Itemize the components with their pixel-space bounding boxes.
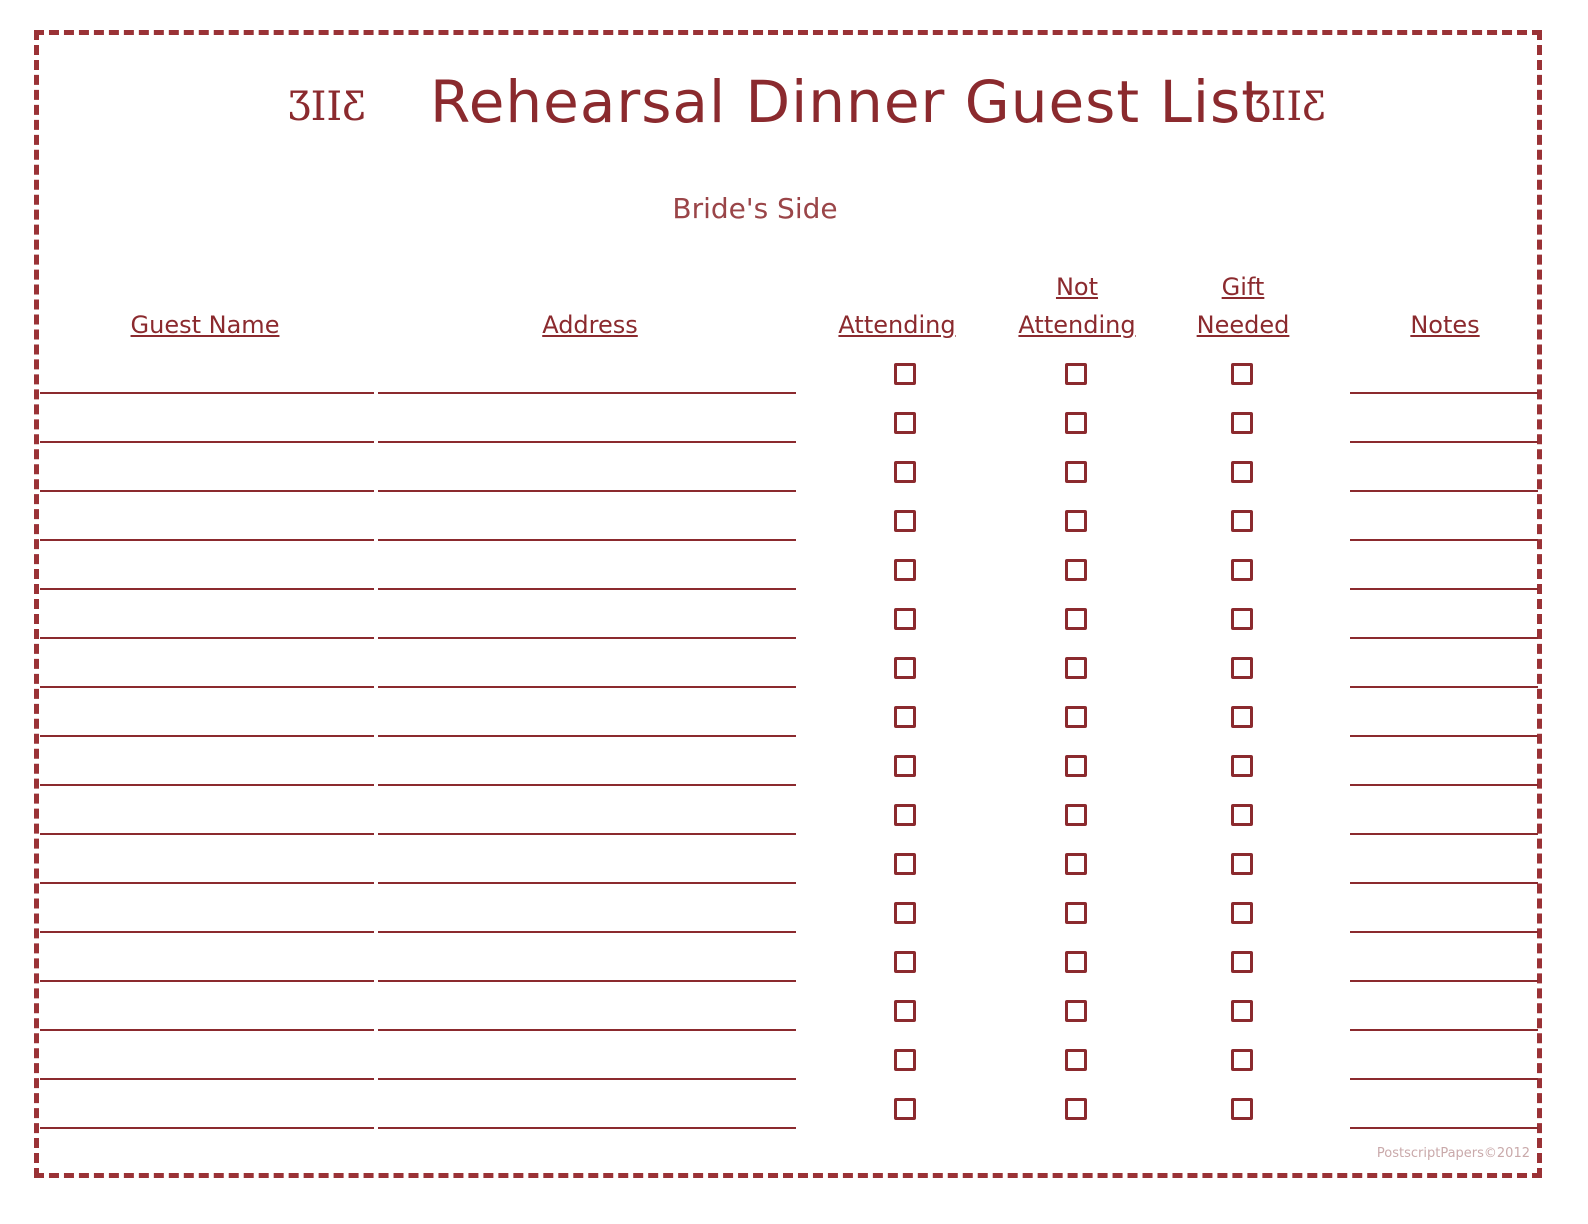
page-subtitle: Bride's Side <box>672 192 838 225</box>
attending-checkbox[interactable] <box>894 461 916 483</box>
address-line[interactable] <box>378 784 796 786</box>
column-header-line2: Attending <box>1018 311 1136 339</box>
attending-checkbox[interactable] <box>894 657 916 679</box>
guest-name-line[interactable] <box>40 392 374 394</box>
address-line[interactable] <box>378 490 796 492</box>
notes-line[interactable] <box>1350 784 1538 786</box>
address-line[interactable] <box>378 833 796 835</box>
column-header-notes <box>1370 268 1520 344</box>
gift-needed-checkbox[interactable] <box>1231 1098 1253 1120</box>
address-line[interactable] <box>378 637 796 639</box>
not-attending-checkbox[interactable] <box>1065 363 1087 385</box>
scroll-flourish-icon: ƷIIƸ <box>1248 84 1325 130</box>
attending-checkbox[interactable] <box>894 1098 916 1120</box>
not-attending-checkbox[interactable] <box>1065 412 1087 434</box>
gift-needed-checkbox[interactable] <box>1231 510 1253 532</box>
not-attending-checkbox[interactable] <box>1065 608 1087 630</box>
not-attending-checkbox[interactable] <box>1065 951 1087 973</box>
attending-checkbox[interactable] <box>894 902 916 924</box>
column-header-attending <box>820 268 974 344</box>
notes-line[interactable] <box>1350 588 1538 590</box>
gift-needed-checkbox[interactable] <box>1231 559 1253 581</box>
copyright-footer: PostscriptPapers©2012 <box>1376 1146 1530 1161</box>
scroll-flourish-icon: ƷIIƸ <box>288 84 365 130</box>
guest-name-line[interactable] <box>40 1127 374 1129</box>
attending-checkbox[interactable] <box>894 804 916 826</box>
notes-line[interactable] <box>1350 686 1538 688</box>
address-line[interactable] <box>378 1127 796 1129</box>
column-header-line2: Needed <box>1196 311 1290 339</box>
not-attending-checkbox[interactable] <box>1065 902 1087 924</box>
guest-name-line[interactable] <box>40 686 374 688</box>
not-attending-checkbox[interactable] <box>1065 657 1087 679</box>
not-attending-checkbox[interactable] <box>1065 1098 1087 1120</box>
gift-needed-checkbox[interactable] <box>1231 608 1253 630</box>
notes-line[interactable] <box>1350 980 1538 982</box>
attending-checkbox[interactable] <box>894 1000 916 1022</box>
not-attending-checkbox[interactable] <box>1065 853 1087 875</box>
not-attending-checkbox[interactable] <box>1065 461 1087 483</box>
gift-needed-checkbox[interactable] <box>1231 951 1253 973</box>
not-attending-checkbox[interactable] <box>1065 1000 1087 1022</box>
gift-needed-checkbox[interactable] <box>1231 853 1253 875</box>
gift-needed-checkbox[interactable] <box>1231 1049 1253 1071</box>
guest-name-line[interactable] <box>40 441 374 443</box>
guest-name-line[interactable] <box>40 833 374 835</box>
gift-needed-checkbox[interactable] <box>1231 363 1253 385</box>
attending-checkbox[interactable] <box>894 559 916 581</box>
guest-name-line[interactable] <box>40 588 374 590</box>
notes-line[interactable] <box>1350 392 1538 394</box>
address-line[interactable] <box>378 980 796 982</box>
attending-checkbox[interactable] <box>894 853 916 875</box>
attending-checkbox[interactable] <box>894 608 916 630</box>
attending-checkbox[interactable] <box>894 412 916 434</box>
column-header-line2: Address <box>542 311 638 339</box>
address-line[interactable] <box>378 392 796 394</box>
gift-needed-checkbox[interactable] <box>1231 461 1253 483</box>
gift-needed-checkbox[interactable] <box>1231 902 1253 924</box>
not-attending-checkbox[interactable] <box>1065 559 1087 581</box>
address-line[interactable] <box>378 882 796 884</box>
notes-line[interactable] <box>1350 1078 1538 1080</box>
guest-name-line[interactable] <box>40 980 374 982</box>
not-attending-checkbox[interactable] <box>1065 1049 1087 1071</box>
attending-checkbox[interactable] <box>894 951 916 973</box>
address-line[interactable] <box>378 931 796 933</box>
gift-needed-checkbox[interactable] <box>1231 755 1253 777</box>
attending-checkbox[interactable] <box>894 706 916 728</box>
attending-checkbox[interactable] <box>894 363 916 385</box>
guest-name-line[interactable] <box>40 931 374 933</box>
column-header-not-attending <box>1000 268 1154 344</box>
column-header-guest-name <box>90 268 320 344</box>
notes-line[interactable] <box>1350 539 1538 541</box>
column-header-line2: Notes <box>1410 311 1480 339</box>
guest-name-line[interactable] <box>40 1029 374 1031</box>
notes-line[interactable] <box>1350 637 1538 639</box>
address-line[interactable] <box>378 1078 796 1080</box>
gift-needed-checkbox[interactable] <box>1231 804 1253 826</box>
attending-checkbox[interactable] <box>894 1049 916 1071</box>
address-line[interactable] <box>378 735 796 737</box>
guest-name-line[interactable] <box>40 539 374 541</box>
address-line[interactable] <box>378 539 796 541</box>
attending-checkbox[interactable] <box>894 755 916 777</box>
not-attending-checkbox[interactable] <box>1065 510 1087 532</box>
guest-name-line[interactable] <box>40 637 374 639</box>
notes-line[interactable] <box>1350 735 1538 737</box>
address-line[interactable] <box>378 1029 796 1031</box>
notes-line[interactable] <box>1350 882 1538 884</box>
address-line[interactable] <box>378 686 796 688</box>
guest-name-line[interactable] <box>40 882 374 884</box>
column-header-line2: Guest Name <box>130 311 280 339</box>
not-attending-checkbox[interactable] <box>1065 804 1087 826</box>
guest-name-line[interactable] <box>40 735 374 737</box>
column-header-line2: Attending <box>838 311 956 339</box>
not-attending-checkbox[interactable] <box>1065 706 1087 728</box>
guest-name-line[interactable] <box>40 1078 374 1080</box>
notes-line[interactable] <box>1350 833 1538 835</box>
notes-line[interactable] <box>1350 1029 1538 1031</box>
attending-checkbox[interactable] <box>894 510 916 532</box>
notes-line[interactable] <box>1350 931 1538 933</box>
title-row <box>0 68 1588 148</box>
page-title: Rehearsal Dinner Guest List <box>430 68 1265 136</box>
gift-needed-checkbox[interactable] <box>1231 1000 1253 1022</box>
column-header-line1: Not <box>1055 273 1099 301</box>
notes-line[interactable] <box>1350 490 1538 492</box>
address-line[interactable] <box>378 588 796 590</box>
column-header-address <box>470 268 710 344</box>
address-line[interactable] <box>378 441 796 443</box>
guest-name-line[interactable] <box>40 784 374 786</box>
column-header-gift-needed <box>1166 268 1320 344</box>
notes-line[interactable] <box>1350 1127 1538 1129</box>
gift-needed-checkbox[interactable] <box>1231 657 1253 679</box>
gift-needed-checkbox[interactable] <box>1231 706 1253 728</box>
column-header-line1: Gift <box>1221 273 1265 301</box>
notes-line[interactable] <box>1350 441 1538 443</box>
not-attending-checkbox[interactable] <box>1065 755 1087 777</box>
guest-name-line[interactable] <box>40 490 374 492</box>
gift-needed-checkbox[interactable] <box>1231 412 1253 434</box>
